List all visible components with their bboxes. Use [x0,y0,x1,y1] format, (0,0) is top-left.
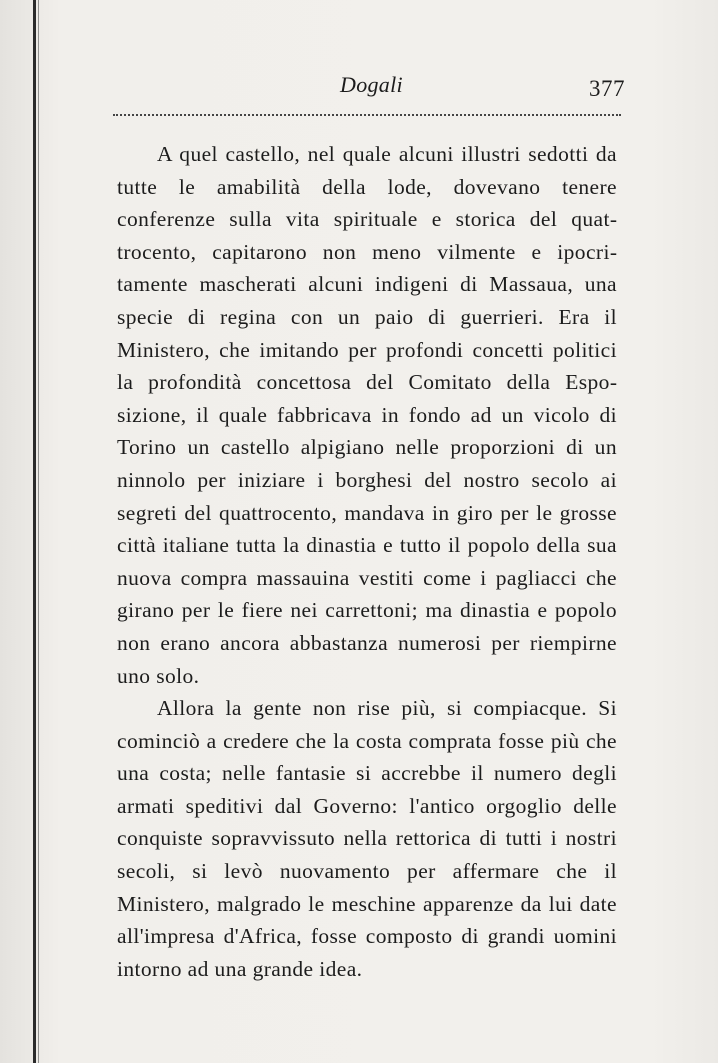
page-number: 377 [589,76,625,101]
running-title: Dogali [340,72,403,97]
page-header [110,70,625,110]
paragraph: A quel castello, nel quale alcuni illustri sedotti da tutte le amabilità della lode, dovevano tenere conferenze sulla vita spirituale e storica del quattrocento, capitarono non meno vilmente e ipocritamente mascherati alcuni indigeni di Massaua, una specie di regina con un paio di guerrieri. Era il Ministero, che imitando per profondi concetti politici la profondità concettosa del Comitato della Esposizione, il quale fabbricava in fondo ad un vicolo di Torino un castello alpigiano nelle proporzioni di un ninnolo per iniziare i borghesi del nostro secolo ai segreti del quattrocento, mandava in giro per le grosse città italiane tutta la dinastia e tutto il popolo della sua nuova compra massauina vestiti come i pagliacci che girano per le fiere nei carrettoni; ma dinastia e popolo non erano ancora abbastanza numerosi per riempirne uno solo. [117,142,617,688]
body-text [117,138,617,985]
binding-edge [33,0,36,1063]
paragraph: Allora la gente non rise più, si compiacque. Si cominciò a credere che la costa comprata fosse più che una costa; nelle fantasie si accrebbe il numero degli armati speditivi dal Governo: l'antico orgoglio delle conquiste sopravvissuto nella rettorica di tutti i nostri secoli, si levò nuovamento per affermare che il Ministero, malgrado le meschine apparenze da lui date all'impresa d'Africa, fosse composto di grandi uomini intorno ad una grande idea. [117,696,617,981]
binding-edge-shadow [38,0,39,1063]
header-rule [113,114,621,116]
